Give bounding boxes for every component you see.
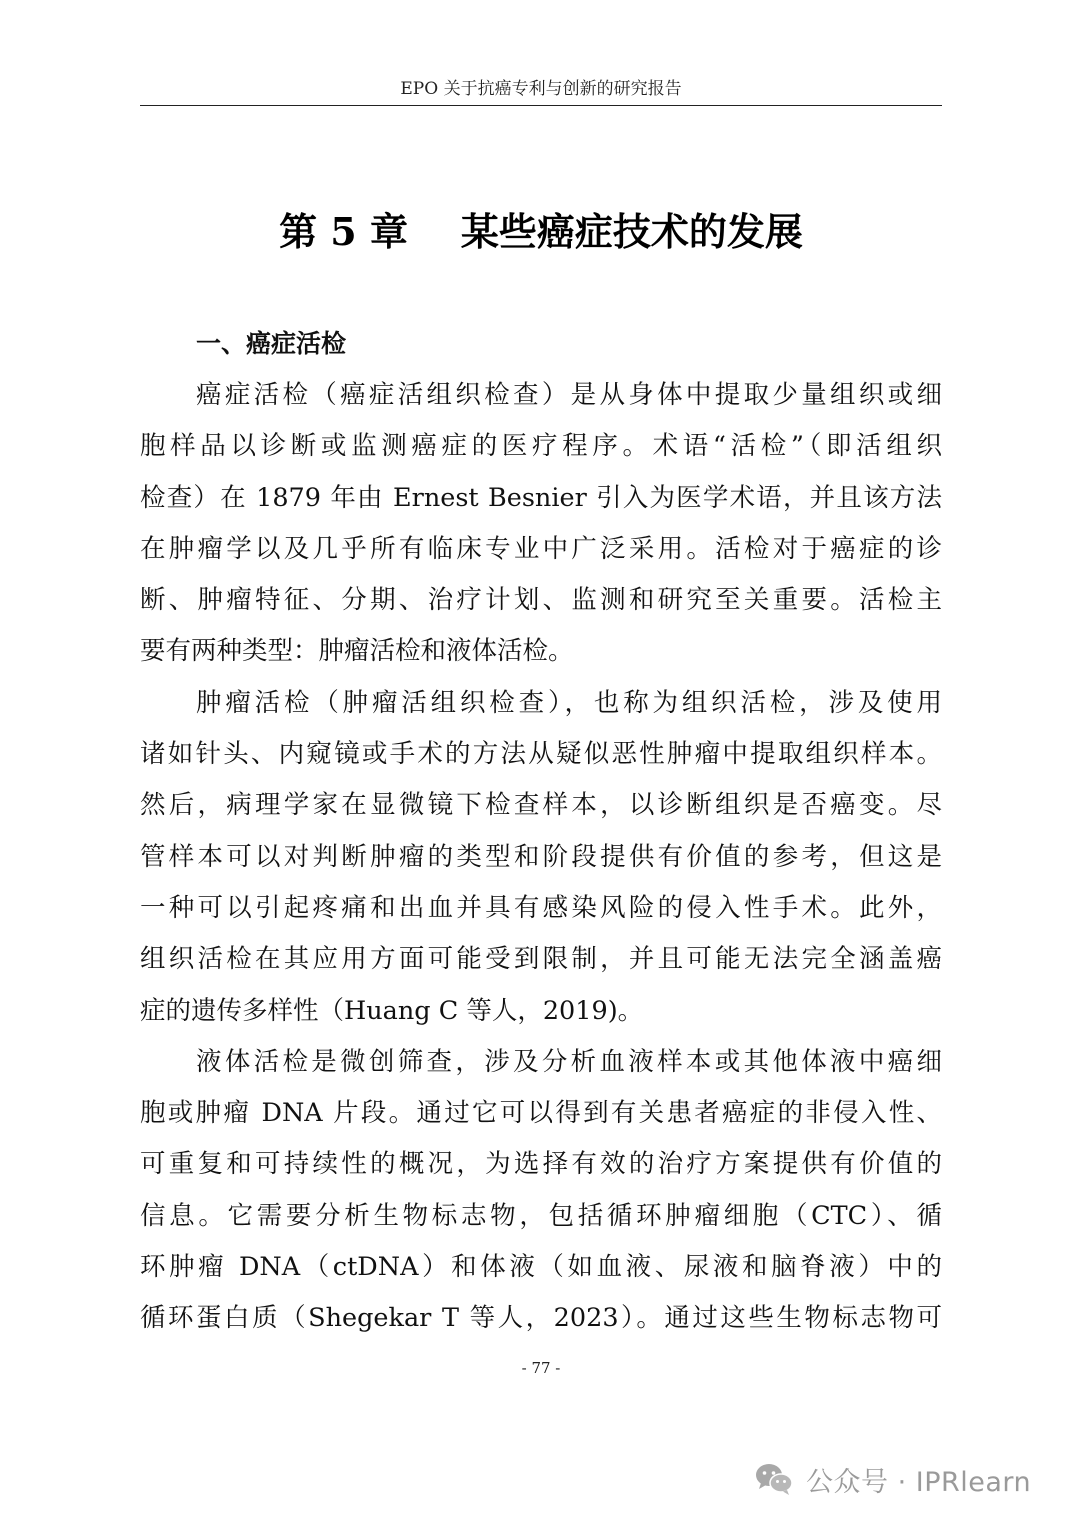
paragraph-line: 然后，病理学家在显微镜下检查样本，以诊断组织是否癌变。尽 bbox=[140, 790, 942, 821]
paragraph-line: 检查）在 1879 年由 Ernest Besnier 引入为医学术语，并且该方法 bbox=[140, 482, 942, 513]
running-header: EPO 关于抗癌专利与创新的研究报告 bbox=[400, 79, 682, 99]
paragraph-line: 信息。它需要分析生物标志物，包括循环肿瘤细胞（CTC）、循 bbox=[140, 1200, 942, 1231]
paragraph-line: 要有两种类型：肿瘤活检和液体活检。 bbox=[140, 636, 574, 667]
paragraph-line: 环肿瘤 DNA（ctDNA）和体液（如血液、尿液和脑脊液）中的 bbox=[140, 1252, 942, 1283]
paragraph-line: 诸如针头、内窥镜或手术的方法从疑似恶性肿瘤中提取组织样本。 bbox=[140, 739, 942, 770]
paragraph-line: 一种可以引起疼痛和出血并具有感染风险的侵入性手术。此外， bbox=[140, 892, 942, 923]
paragraph-line: 可重复和可持续性的概况，为选择有效的治疗方案提供有价值的 bbox=[140, 1149, 942, 1180]
paragraph-line: 症的遗传多样性（Huang C 等人，2019)。 bbox=[140, 995, 644, 1026]
page-number: - 77 - bbox=[521, 1359, 561, 1377]
paragraph-line: 胞样品以诊断或监测癌症的医疗程序。术语“活检”（即活组织 bbox=[140, 431, 942, 462]
section-heading: 一、癌症活检 bbox=[196, 329, 347, 358]
paragraph-line: 肿瘤活检（肿瘤活组织检查），也称为组织活检，涉及使用 bbox=[196, 687, 942, 718]
paragraph-1 bbox=[140, 370, 942, 678]
header-rule bbox=[140, 105, 942, 106]
paragraph-line: 组织活检在其应用方面可能受到限制，并且可能无法完全涵盖癌 bbox=[140, 944, 942, 975]
paragraph-line: 癌症活检（癌症活组织检查）是从身体中提取少量组织或细 bbox=[196, 380, 942, 410]
chapter-title: 第 5 章 某些癌症技术的发展 bbox=[279, 209, 803, 254]
paragraph-3 bbox=[140, 1037, 942, 1345]
wechat-icon bbox=[754, 1462, 794, 1496]
watermark bbox=[754, 1457, 1031, 1501]
paragraph-2 bbox=[140, 678, 942, 1037]
paragraph-line: 管样本可以对判断肿瘤的类型和阶段提供有价值的参考，但这是 bbox=[140, 841, 942, 872]
paragraph-line: 液体活检是微创筛查，涉及分析血液样本或其他体液中癌细 bbox=[196, 1046, 942, 1077]
paragraph-line: 断、肿瘤特征、分期、治疗计划、监测和研究至关重要。活检主 bbox=[140, 585, 942, 616]
paragraph-line: 在肿瘤学以及几乎所有临床专业中广泛采用。活检对于癌症的诊 bbox=[140, 533, 942, 564]
paragraph-line: 胞或肿瘤 DNA 片段。通过它可以得到有关患者癌症的非侵入性、 bbox=[140, 1098, 942, 1129]
paragraph-line: 循环蛋白质（Shegekar T 等人，2023）。通过这些生物标志物可 bbox=[140, 1303, 942, 1334]
watermark-text: 公众号 · IPRlearn bbox=[806, 1466, 1032, 1498]
